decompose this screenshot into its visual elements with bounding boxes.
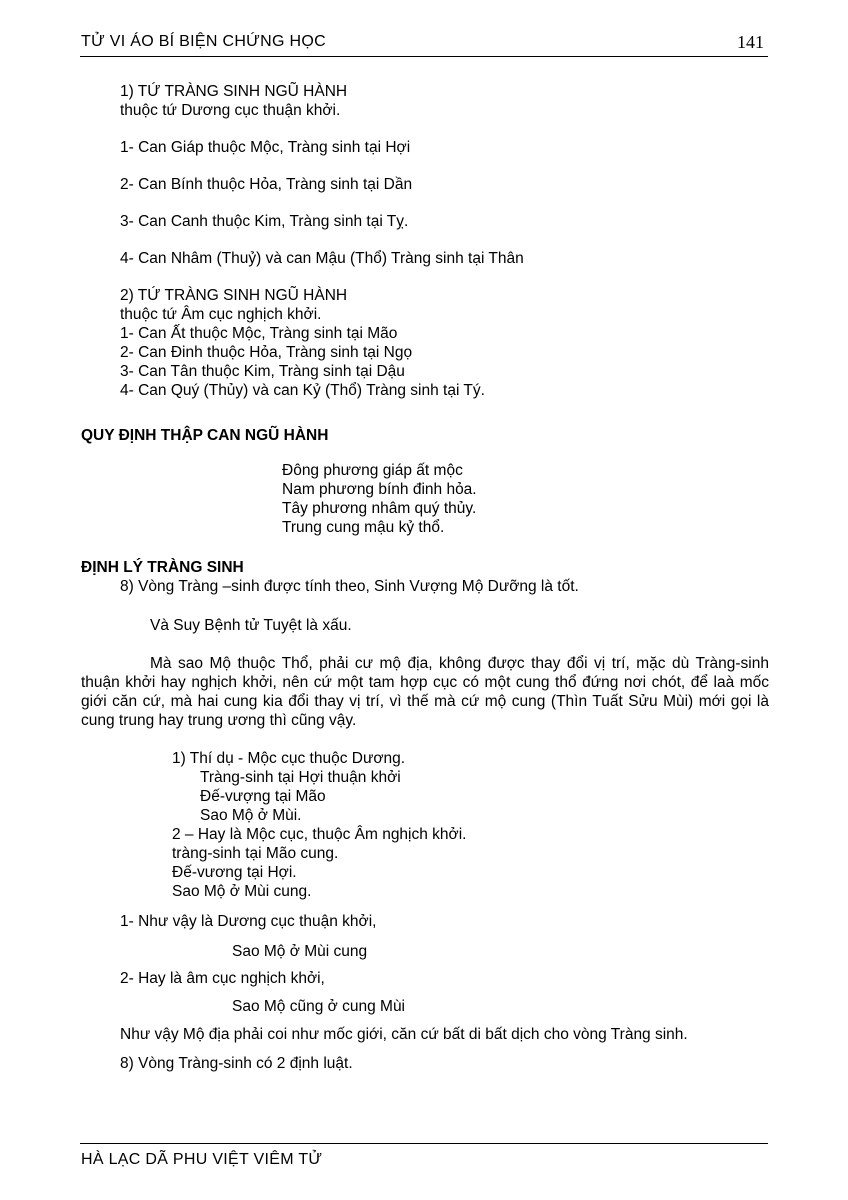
quy-dinh-heading: QUY ĐỊNH THẬP CAN NGŨ HÀNH [81,427,329,444]
section1-item: 4- Can Nhâm (Thuỷ) và can Mậu (Thổ) Tràng sinh tại Thân [120,250,524,267]
quy-dinh-line: Tây phương nhâm quý thủy. [282,500,477,517]
section2-item: 3- Can Tân thuộc Kim, Tràng sinh tại Dậu [120,363,405,380]
section2-item: 4- Can Quý (Thủy) và can Kỷ (Thổ) Tràng sinh tại Tý. [120,382,485,399]
section1-heading: 1) TỨ TRÀNG SINH NGŨ HÀNH [120,83,348,100]
section2-item: 2- Can Đinh thuộc Hỏa, Tràng sinh tại Ngọ [120,344,413,361]
quy-dinh-line: Trung cung mậu kỷ thổ. [282,519,445,536]
example-line: 1) Thí dụ - Mộc cục thuộc Dương. [172,750,406,767]
running-header-title: TỬ VI ÁO BÍ BIỆN CHỨNG HỌC [81,33,326,50]
header-rule [80,56,768,57]
section2-item: 1- Can Ất thuộc Mộc, Tràng sinh tại Mão [120,325,398,342]
example-line: 2 – Hay là Mộc cục, thuộc Âm nghịch khởi. [172,826,467,843]
dinh-ly-heading: ĐỊNH LÝ TRÀNG SINH [81,559,244,576]
conclusion-line: Sao Mộ cũng ở cung Mùi [232,998,406,1015]
example-line: Tràng-sinh tại Hợi thuận khởi [200,769,401,786]
page-number: 141 [737,32,764,52]
section2-subtitle: thuộc tứ Âm cục nghịch khởi. [120,306,322,323]
explanation-paragraph: Mà sao Mộ thuộc Thổ, phải cư mộ địa, không được thay đổi vị trí, mặc dù Tràng-sinh thuận khởi hay nghịch khởi, nên cứ một tam hợp cục có một cung thổ đứng nơi chót, để laà mốc giới căn cứ, mà hai cung kia đổi thay vị trí, vì thế mà cứ mộ cung (Thìn Tuất Sửu Mùi) mới gọi là cung trung hay trung ương thì cũng vậy. [81,655,769,729]
example-line: tràng-sinh tại Mão cung. [172,845,339,862]
section1-subtitle: thuộc tứ Dương cục thuận khởi. [120,102,341,119]
section1-item: 2- Can Bính thuộc Hỏa, Tràng sinh tại Dần [120,176,413,193]
conclusion-line: Sao Mộ ở Mùi cung [232,943,368,960]
quy-dinh-line: Đông phương giáp ất mộc [282,462,463,479]
conclusion-line: Như vậy Mộ địa phải coi như mốc giới, căn cứ bất di bất dịch cho vòng Tràng sinh. [120,1026,688,1043]
running-footer: HÀ LẠC DÃ PHU VIỆT VIÊM TỬ [81,1151,323,1168]
example-line: Đế-vương tại Hợi. [172,864,297,881]
quy-dinh-line: Nam phương bính đinh hỏa. [282,481,477,498]
example-line: Sao Mộ ở Mùi cung. [172,883,312,900]
example-line: Sao Mộ ở Mùi. [200,807,302,824]
section1-item: 1- Can Giáp thuộc Mộc, Tràng sinh tại Hợi [120,139,411,156]
footer-rule [80,1143,768,1144]
point-8: 8) Vòng Tràng –sinh được tính theo, Sinh Vượng Mộ Dưỡng là tốt. [120,578,579,595]
conclusion-line: 2- Hay là âm cục nghịch khởi, [120,970,325,987]
section1-item: 3- Can Canh thuộc Kim, Tràng sinh tại Tỵ. [120,213,409,230]
example-line: Đế-vượng tại Mão [200,788,326,805]
section2-heading: 2) TỨ TRÀNG SINH NGŨ HÀNH [120,287,348,304]
conclusion-line: 1- Như vậy là Dương cục thuận khởi, [120,913,377,930]
bad-stars-line: Và Suy Bệnh tử Tuyệt là xấu. [150,617,352,634]
conclusion-line: 8) Vòng Tràng-sinh có 2 định luật. [120,1055,353,1072]
